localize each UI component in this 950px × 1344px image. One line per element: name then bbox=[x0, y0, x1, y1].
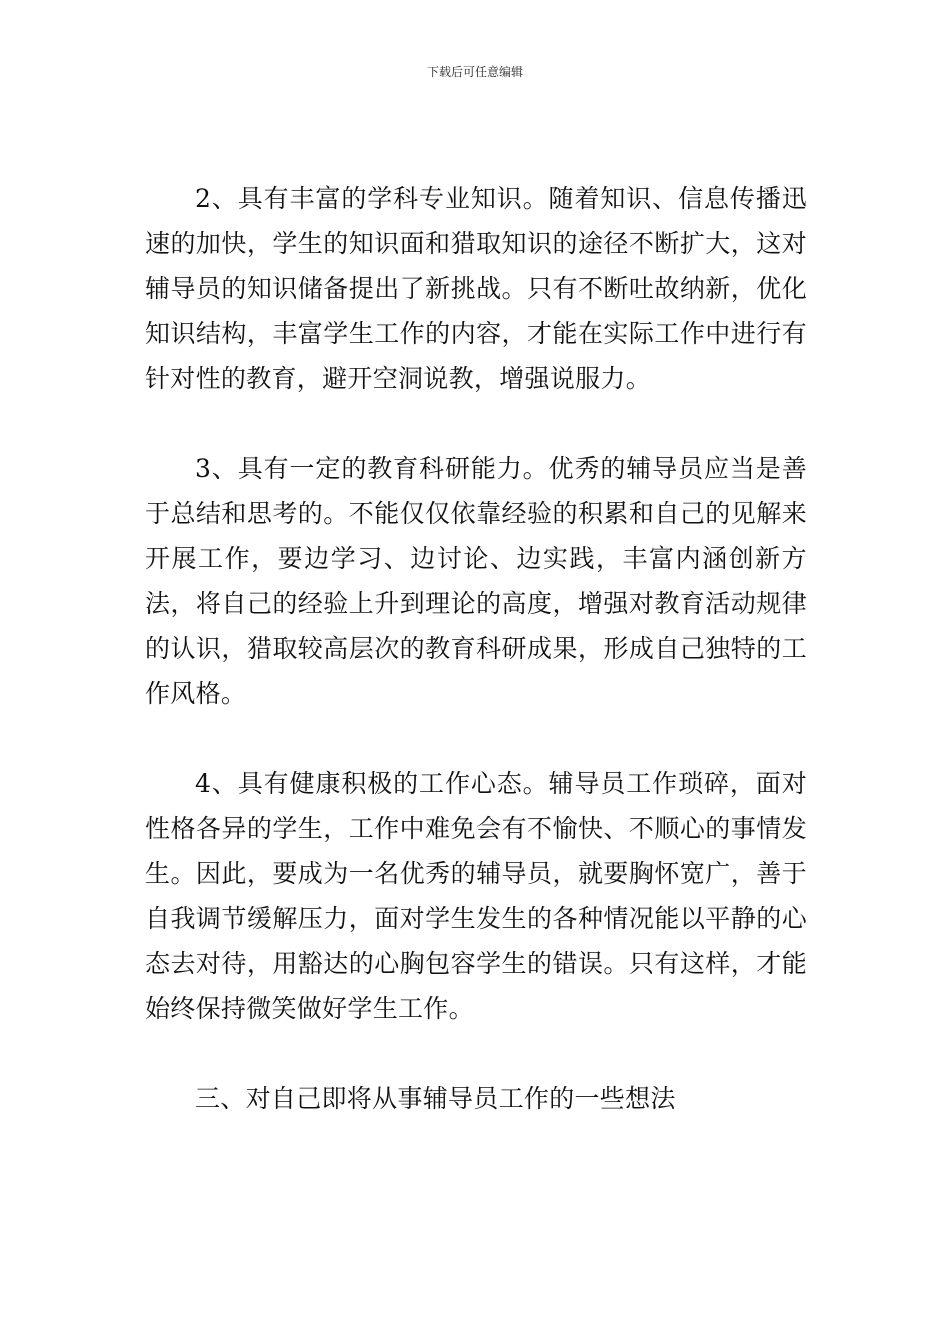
document-body bbox=[145, 176, 807, 1121]
paragraph-work-attitude: 4、具有健康积极的工作心态。辅导员工作琐碎，面对性格各异的学生，工作中难免会有不愉快、不顺心的事情发生。因此，要成为一名优秀的辅导员，就要胸怀宽广，善于自我调节缓解压力，面对学生发生的各种情况能以平静的心态去对待，用豁达的心胸包容学生的错误。只有这样，才能始终保持微笑做好学生工作。 bbox=[145, 769, 807, 1023]
paragraph-subject-knowledge: 2、具有丰富的学科专业知识。随着知识、信息传播迅速的加快，学生的知识面和猎取知识的途径不断扩大，这对辅导员的知识储备提出了新挑战。只有不断吐故纳新，优化知识结构，丰富学生工作的内容，才能在实际工作中进行有针对性的教育，避开空洞说教，增强说服力。 bbox=[145, 184, 807, 393]
page-header: 下载后可任意编辑 bbox=[426, 65, 523, 79]
paragraph-research-ability: 3、具有一定的教育科研能力。优秀的辅导员应当是善于总结和思考的。不能仅仅依靠经验的积累和自己的见解来开展工作，要边学习、边讨论、边实践，丰富内涵创新方法，将自己的经验上升到理论的高度，增强对教育活动规律的认识，猎取较高层次的教育科研成果，形成自己独特的工作风格。 bbox=[145, 454, 807, 708]
section-heading: 三、对自己即将从事辅导员工作的一些想法 bbox=[195, 1084, 676, 1113]
